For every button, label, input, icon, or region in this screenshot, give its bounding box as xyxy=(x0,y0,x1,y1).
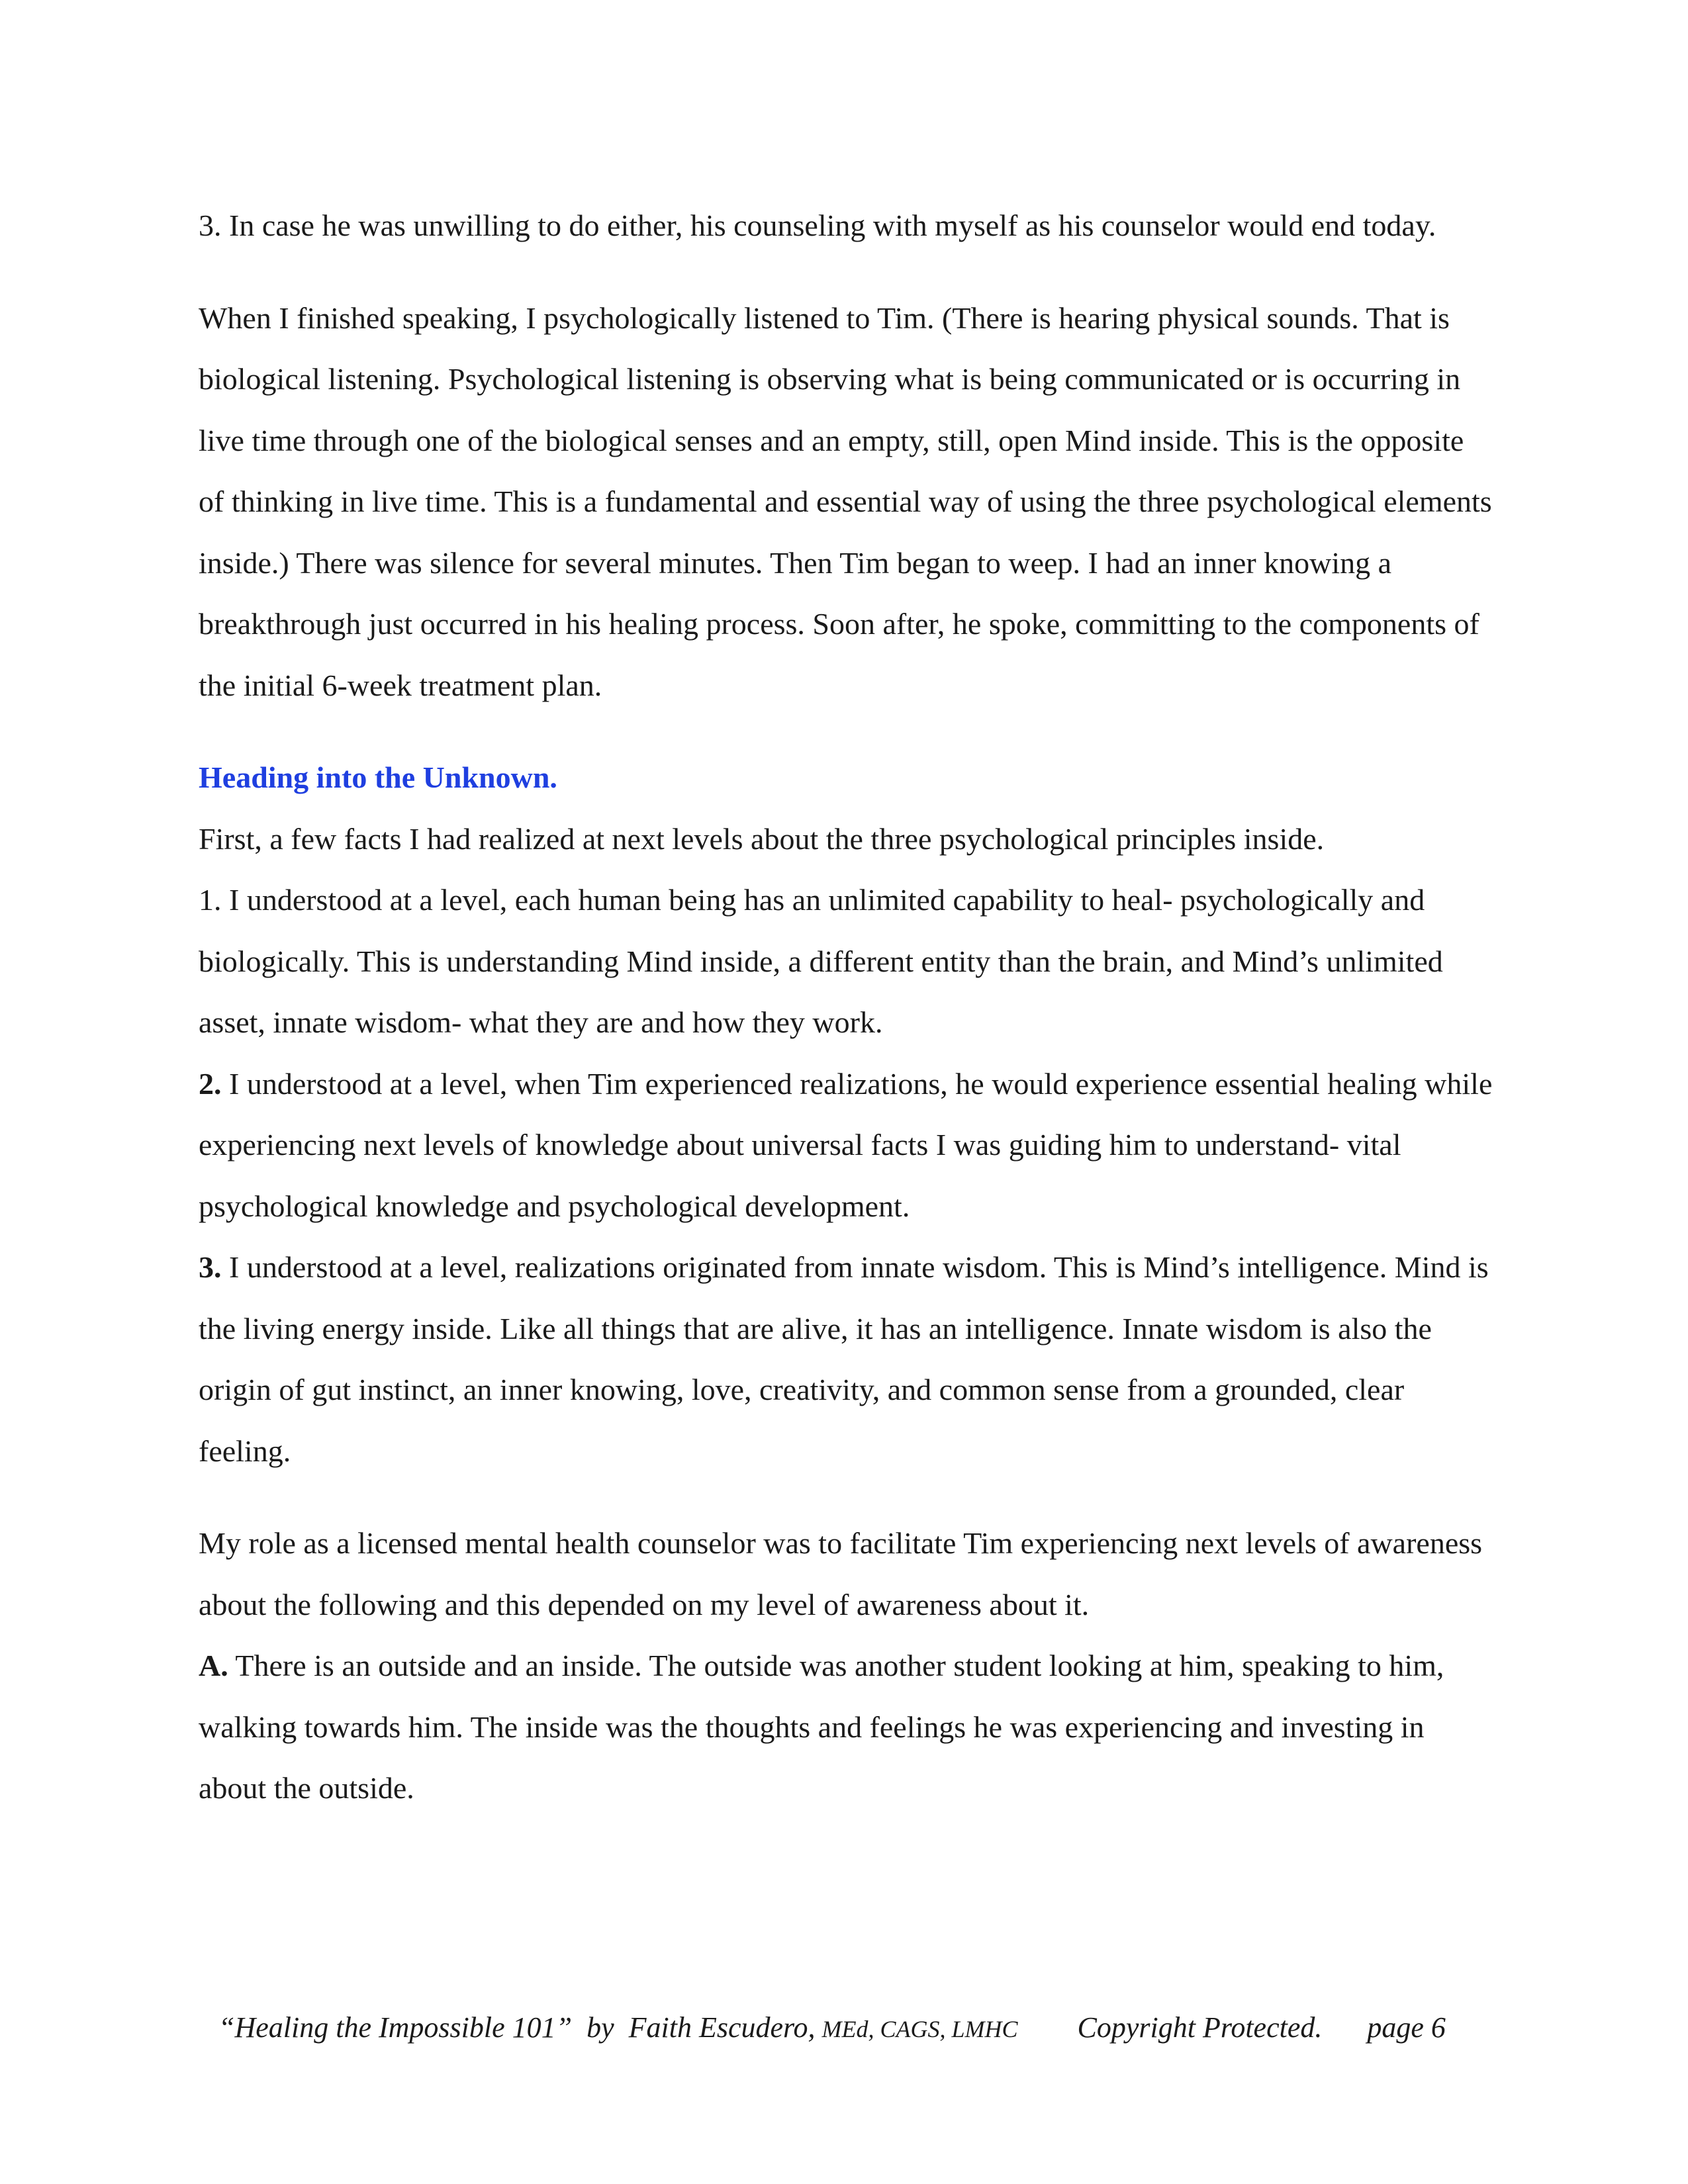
footer-author: Faith Escudero, xyxy=(628,2011,816,2044)
list-item-2 xyxy=(199,1054,1496,1238)
section-heading: Heading into the Unknown. xyxy=(199,760,557,794)
paragraph-gap xyxy=(199,1482,1496,1513)
footer-book-title: “Healing the Impossible 101” xyxy=(218,2011,573,2044)
footer-credentials: MEd, CAGS, LMHC xyxy=(821,2016,1018,2042)
list-item-a-label: A. xyxy=(199,1649,228,1682)
paragraph-item-3-continued: 3. In case he was unwilling to do either, his counseling with myself as his counselor would end today. xyxy=(199,208,1436,242)
footer-page-number: page 6 xyxy=(1367,2011,1446,2044)
list-item-a xyxy=(199,1635,1496,1819)
list-item-2-text: I understood at a level, when Tim experienced realizations, he would experience essential healing while experiencing next levels of knowledge about universal facts I was guiding him to understand- vital psychological knowledge and psychological development. xyxy=(199,1066,1493,1223)
paragraph-psychological-listening: When I finished speaking, I psychologically listened to Tim. (There is hearing physical sounds. That is biological listening. Psychological listening is observing what is being communicated or is occurring in live time through one of the biological senses and an empty, still, open Mind inside. This is the opposite of thinking in live time. This is a fundamental and essential way of using the three psychological elements inside.) There was silence for several minutes. Then Tim began to weep. I had an inner knowing a breakthrough just occurred in his healing process. Soon after, he spoke, committing to the components of the initial 6-week treatment plan. xyxy=(199,300,1492,702)
list-item-2-label: 2. xyxy=(199,1066,222,1101)
list-item-1: 1. I understood at a level, each human being has an unlimited capability to heal- psychologically and biologically. This is understanding Mind inside, a different entity than the brain, and Mind’s unlimited asset, innate wisdom- what they are and how they work. xyxy=(199,883,1443,1039)
footer-copyright: Copyright Protected. xyxy=(1077,2011,1323,2044)
list-item-3-label: 3. xyxy=(199,1250,222,1284)
paragraph-counselor-role: My role as a licensed mental health counselor was to facilitate Tim experiencing next levels of awareness about the following and this depended on my level of awareness about it. xyxy=(199,1526,1483,1621)
document-body xyxy=(199,195,1496,1819)
list-item-a-text: There is an outside and an inside. The outside was another student looking at him, speaking to him, walking towards him. The inside was the thoughts and feelings he was experiencing and investing in about the outside. xyxy=(199,1649,1444,1805)
page-footer xyxy=(218,2011,1496,2044)
list-item-3-text: I understood at a level, realizations originated from innate wisdom. This is Mind’s intelligence. Mind is the living energy inside. Like all things that are alive, it has an intelligence. Innate wisdom is also the origin of gut instinct, an inner knowing, love, creativity, and common sense from a grounded, clear feeling. xyxy=(199,1250,1489,1468)
paragraph-gap xyxy=(199,716,1496,747)
list-item-3 xyxy=(199,1237,1496,1482)
footer-by: by xyxy=(586,2011,614,2044)
paragraph-gap xyxy=(199,257,1496,288)
paragraph-facts-intro: First, a few facts I had realized at next levels about the three psychological principles inside. xyxy=(199,821,1325,856)
